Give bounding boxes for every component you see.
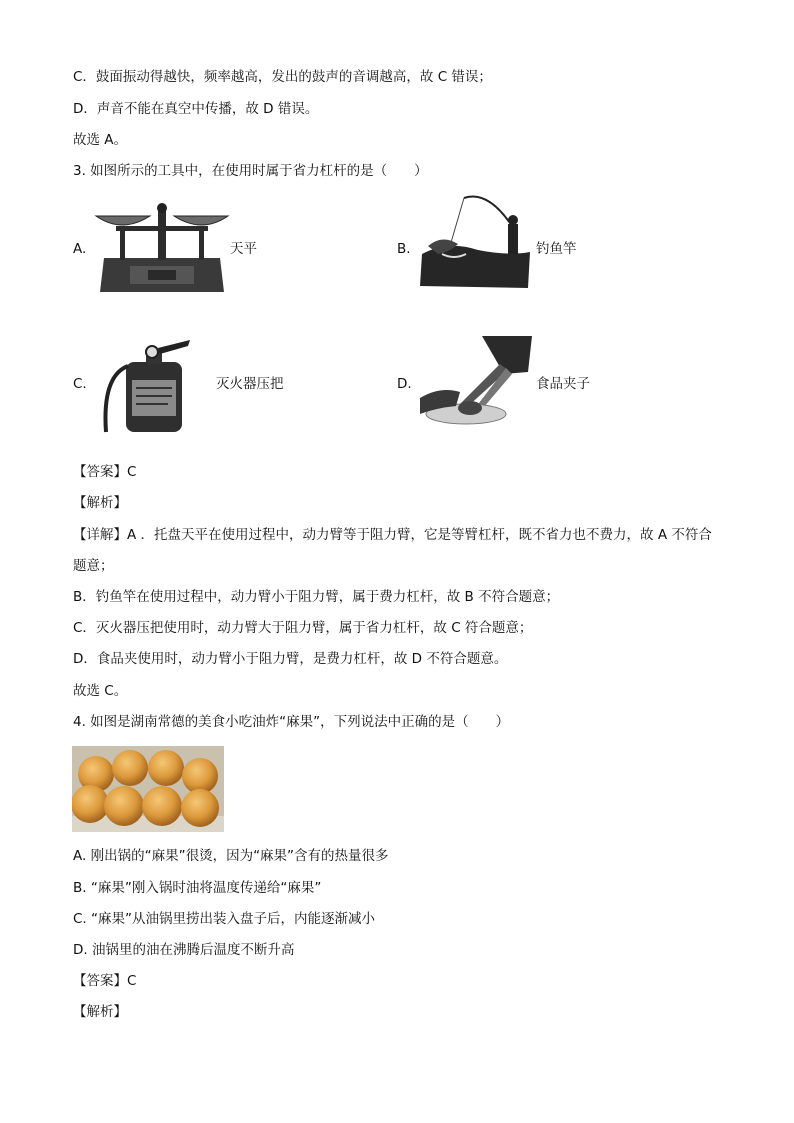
answer-heading: 【答案】C — [73, 973, 137, 989]
text-line: B．钓鱼竿在使用过程中，动力臂小于阻力臂，属于费力杠杆，故 B 不符合题意； — [73, 589, 560, 605]
option-c-text: C. “麻果”从油锅里捞出装入盘子后，内能逐渐减小 — [73, 911, 375, 927]
sesame-balls-photo — [72, 746, 224, 832]
analysis-heading: 【解析】 — [73, 495, 127, 511]
text-line: D．食品夹使用时，动力臂小于阻力臂，是费力杠杆，故 D 不符合题意。 — [73, 651, 508, 667]
option-d-label: D. — [397, 376, 412, 392]
option-c-label: C. — [73, 376, 87, 392]
analysis-heading: 【解析】 — [73, 1004, 127, 1020]
text-line: 故选 A。 — [73, 132, 128, 148]
option-a-caption: 天平 — [230, 241, 257, 257]
text-line: 故选 C。 — [73, 683, 128, 699]
option-d-caption: 食品夹子 — [536, 376, 590, 392]
option-b-label: B. — [397, 241, 411, 257]
fishing-rod-image — [418, 194, 532, 292]
option-d-text: D. 油锅里的油在沸腾后温度不断升高 — [73, 942, 295, 958]
text-line: C．鼓面振动得越快，频率越高，发出的鼓声的音调越高，故 C 错误； — [73, 69, 492, 85]
text-line: D．声音不能在真空中传播，故 D 错误。 — [73, 101, 319, 117]
text-line: C．灭火器压把使用时，动力臂大于阻力臂，属于省力杠杆，故 C 符合题意； — [73, 620, 533, 636]
fire-extinguisher-image — [98, 336, 194, 434]
option-a-text: A. 刚出锅的“麻果”很烫，因为“麻果”含有的热量很多 — [73, 848, 389, 864]
answer-heading: 【答案】C — [73, 464, 137, 480]
option-c-caption: 灭火器压把 — [216, 376, 284, 392]
option-a-label: A. — [73, 241, 87, 257]
option-b-text: B. “麻果”刚入锅时油将温度传递给“麻果” — [73, 880, 322, 896]
food-tongs-image — [420, 334, 536, 434]
question-3-stem: 3. 如图所示的工具中，在使用时属于省力杠杆的是（ ） — [73, 163, 428, 179]
balance-scale-image — [92, 196, 232, 296]
option-b-caption: 钓鱼竿 — [536, 241, 577, 257]
detail-paragraph: 【详解】A ．托盘天平在使用过程中，动力臂等于阻力臂，它是等臂杠杆，既不省力也不费力，故 A 不符合题意； — [73, 527, 712, 574]
question-4-stem: 4. 如图是湖南常德的美食小吃油炸“麻果”，下列说法中正确的是（ ） — [73, 714, 510, 730]
